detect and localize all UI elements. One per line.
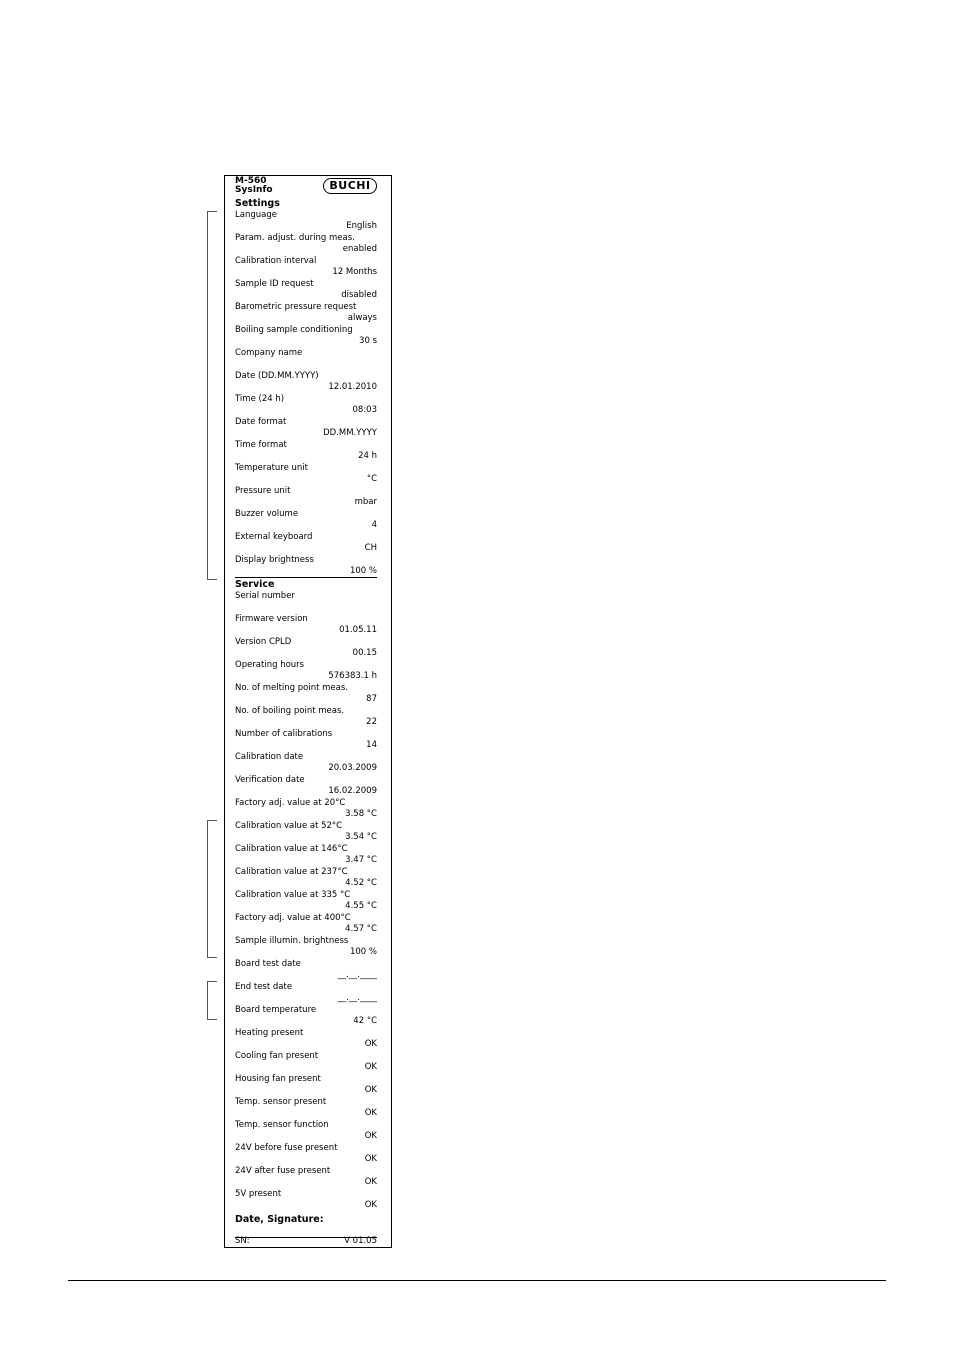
service-label: Calibration value at 335 °C bbox=[235, 890, 351, 900]
service-label: Sample illumin. brightness bbox=[235, 936, 349, 946]
service-value: OK bbox=[364, 1200, 377, 1210]
settings-label: Company name bbox=[235, 348, 303, 358]
service-label: Heating present bbox=[235, 1028, 304, 1038]
service-value: __.__.____ bbox=[337, 993, 377, 1003]
service-value: 4.55 °C bbox=[345, 901, 377, 911]
service-label: Cooling fan present bbox=[235, 1051, 319, 1061]
service-label: Serial number bbox=[235, 591, 295, 601]
settings-label: Boiling sample conditioning bbox=[235, 325, 353, 335]
service-value: __.__.____ bbox=[337, 970, 377, 980]
sysinfo-printout bbox=[224, 175, 392, 1248]
service-value: 00.15 bbox=[352, 648, 377, 658]
serial-footer-label: SN: bbox=[235, 1236, 250, 1246]
service-value: OK bbox=[364, 1177, 377, 1187]
service-value: 14 bbox=[366, 740, 377, 750]
service-label: Calibration date bbox=[235, 752, 304, 762]
service-label: Factory adj. value at 20°C bbox=[235, 798, 346, 808]
settings-value: CH bbox=[364, 543, 377, 553]
service-section-title: Service bbox=[235, 579, 275, 590]
settings-value: 08:03 bbox=[352, 405, 377, 415]
settings-divider bbox=[235, 577, 377, 578]
calibration-bracket bbox=[207, 820, 217, 958]
service-value: 16.02.2009 bbox=[328, 786, 377, 796]
settings-bracket bbox=[207, 211, 217, 580]
page-footer-rule bbox=[68, 1280, 886, 1281]
settings-label: Time format bbox=[235, 440, 287, 450]
service-label: 24V after fuse present bbox=[235, 1166, 331, 1176]
service-value: OK bbox=[364, 1131, 377, 1141]
settings-label: Date format bbox=[235, 417, 287, 427]
service-label: Housing fan present bbox=[235, 1074, 321, 1084]
service-value: OK bbox=[364, 1108, 377, 1118]
settings-value: 30 s bbox=[359, 336, 377, 346]
service-value: OK bbox=[364, 1085, 377, 1095]
service-value: 01.05.11 bbox=[339, 625, 377, 635]
service-value: 100 % bbox=[349, 947, 377, 957]
service-value: OK bbox=[364, 1154, 377, 1164]
service-value: 576383.1 h bbox=[328, 671, 377, 681]
settings-label: Barometric pressure request bbox=[235, 302, 357, 312]
settings-value: enabled bbox=[342, 244, 377, 254]
settings-value: 4 bbox=[371, 520, 377, 530]
settings-label: Param. adjust. during meas. bbox=[235, 233, 355, 243]
settings-value: °C bbox=[366, 474, 377, 484]
service-label: End test date bbox=[235, 982, 293, 992]
settings-value: DD.MM.YYYY bbox=[323, 428, 377, 438]
service-label: Firmware version bbox=[235, 614, 308, 624]
settings-value: 24 h bbox=[358, 451, 377, 461]
service-label: Operating hours bbox=[235, 660, 305, 670]
service-label: No. of melting point meas. bbox=[235, 683, 348, 693]
settings-value: English bbox=[346, 221, 377, 231]
settings-label: Sample ID request bbox=[235, 279, 314, 289]
settings-value: 12 Months bbox=[332, 267, 377, 277]
settings-label: Temperature unit bbox=[235, 463, 309, 473]
signature-label: Date, Signature: bbox=[235, 1214, 324, 1225]
settings-label: Pressure unit bbox=[235, 486, 291, 496]
settings-label: Buzzer volume bbox=[235, 509, 299, 519]
service-label: Board test date bbox=[235, 959, 301, 969]
service-label: 5V present bbox=[235, 1189, 282, 1199]
version-footer: V 01.05 bbox=[344, 1236, 377, 1246]
service-value: 3.54 °C bbox=[345, 832, 377, 842]
service-value: 4.57 °C bbox=[345, 924, 377, 934]
settings-value: mbar bbox=[354, 497, 377, 507]
printout-title: SysInfo bbox=[235, 185, 273, 195]
settings-label: Calibration interval bbox=[235, 256, 317, 266]
service-value: 4.52 °C bbox=[345, 878, 377, 888]
service-label: No. of boiling point meas. bbox=[235, 706, 345, 716]
buchi-logo: BUCHI bbox=[323, 178, 377, 194]
settings-label: Date (DD.MM.YYYY) bbox=[235, 371, 319, 381]
service-value: 87 bbox=[366, 694, 377, 704]
settings-value: disabled bbox=[341, 290, 377, 300]
service-value: 3.58 °C bbox=[345, 809, 377, 819]
model-name: M-560 bbox=[235, 176, 267, 186]
service-label: Calibration value at 237°C bbox=[235, 867, 348, 877]
service-value: 22 bbox=[366, 717, 377, 727]
settings-label: External keyboard bbox=[235, 532, 313, 542]
service-label: Board temperature bbox=[235, 1005, 317, 1015]
settings-label: Time (24 h) bbox=[235, 394, 285, 404]
service-value: 20.03.2009 bbox=[328, 763, 377, 773]
settings-section-title: Settings bbox=[235, 198, 280, 209]
printout-header bbox=[235, 177, 273, 195]
service-label: 24V before fuse present bbox=[235, 1143, 338, 1153]
service-label: Calibration value at 52°C bbox=[235, 821, 343, 831]
service-value: OK bbox=[364, 1062, 377, 1072]
settings-value: 100 % bbox=[349, 566, 377, 576]
service-value: 3.47 °C bbox=[345, 855, 377, 865]
service-label: Version CPLD bbox=[235, 637, 292, 647]
settings-label: Display brightness bbox=[235, 555, 314, 565]
service-label: Temp. sensor function bbox=[235, 1120, 329, 1130]
settings-label: Language bbox=[235, 210, 277, 220]
service-label: Calibration value at 146°C bbox=[235, 844, 348, 854]
service-label: Number of calibrations bbox=[235, 729, 333, 739]
service-label: Temp. sensor present bbox=[235, 1097, 327, 1107]
settings-value: 12.01.2010 bbox=[328, 382, 377, 392]
settings-value: always bbox=[347, 313, 377, 323]
service-value: 42 °C bbox=[353, 1016, 377, 1026]
service-label: Factory adj. value at 400°C bbox=[235, 913, 351, 923]
test-date-bracket bbox=[207, 981, 217, 1020]
service-label: Verification date bbox=[235, 775, 305, 785]
service-value: OK bbox=[364, 1039, 377, 1049]
